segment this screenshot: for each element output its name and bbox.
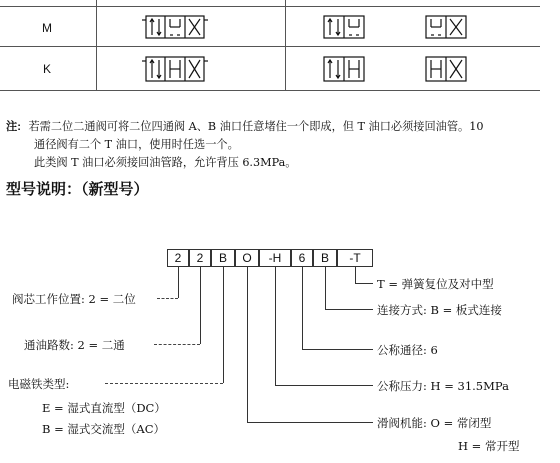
note-line-2: 通径阀有二个 T 油口，使用时任选一个。	[34, 138, 239, 151]
label-spool-position: 阀芯工作位置: 2 = 二位	[12, 292, 136, 306]
code-segment-2: 2	[189, 249, 211, 267]
valve-symbol-m-b-icon	[424, 12, 468, 42]
code-segment-6: 6	[291, 249, 313, 267]
label-nominal-size: 公称通径: 6	[377, 343, 438, 357]
label-slide-function-h: H = 常开型	[458, 439, 520, 453]
note-line-3: 此类阀 T 油口必须接回油管路，允许背压 6.3MPa。	[34, 156, 297, 169]
code-segment-5: -H	[259, 249, 291, 267]
code-segment-7: B	[313, 249, 337, 267]
code-segment-8: -T	[337, 249, 373, 267]
section-title: 型号说明：（新型号）	[6, 180, 149, 198]
valve-symbol-k-b-icon	[424, 53, 468, 85]
row-label-k: K	[43, 62, 52, 76]
valve-symbol-m-a-icon	[322, 12, 366, 42]
note-prefix: 注:	[6, 121, 21, 133]
code-segment-3: B	[211, 249, 235, 267]
valve-symbol-k-4way-icon	[142, 53, 208, 85]
label-solenoid-e: E = 湿式直流型（DC）	[42, 401, 166, 415]
label-slide-function: 滑阀机能: O = 常闭型	[377, 416, 492, 430]
row-label-m: M	[42, 21, 52, 35]
label-solenoid: 电磁铁类型:	[8, 377, 70, 391]
label-connection: 连接方式: B = 板式连接	[377, 303, 502, 317]
label-spring: T = 弹簧复位及对中型	[377, 277, 494, 291]
valve-symbol-k-a-icon	[322, 53, 366, 85]
label-ports: 通油路数: 2 = 二通	[24, 338, 125, 352]
label-nominal-pressure: 公称压力: H = 31.5MPa	[377, 379, 509, 393]
code-segment-1: 2	[167, 249, 189, 267]
code-segment-4: O	[235, 249, 259, 267]
note-line-1	[6, 118, 483, 136]
valve-symbol-table	[0, 0, 540, 92]
label-solenoid-b: B = 湿式交流型（AC）	[42, 422, 166, 436]
note-text-1: 若需二位二通阀可将二位四通阀 A、B 油口任意堵住一个即成，但 T 油口必须接回油管。10	[28, 120, 484, 133]
valve-symbol-m-4way-icon	[142, 12, 208, 42]
